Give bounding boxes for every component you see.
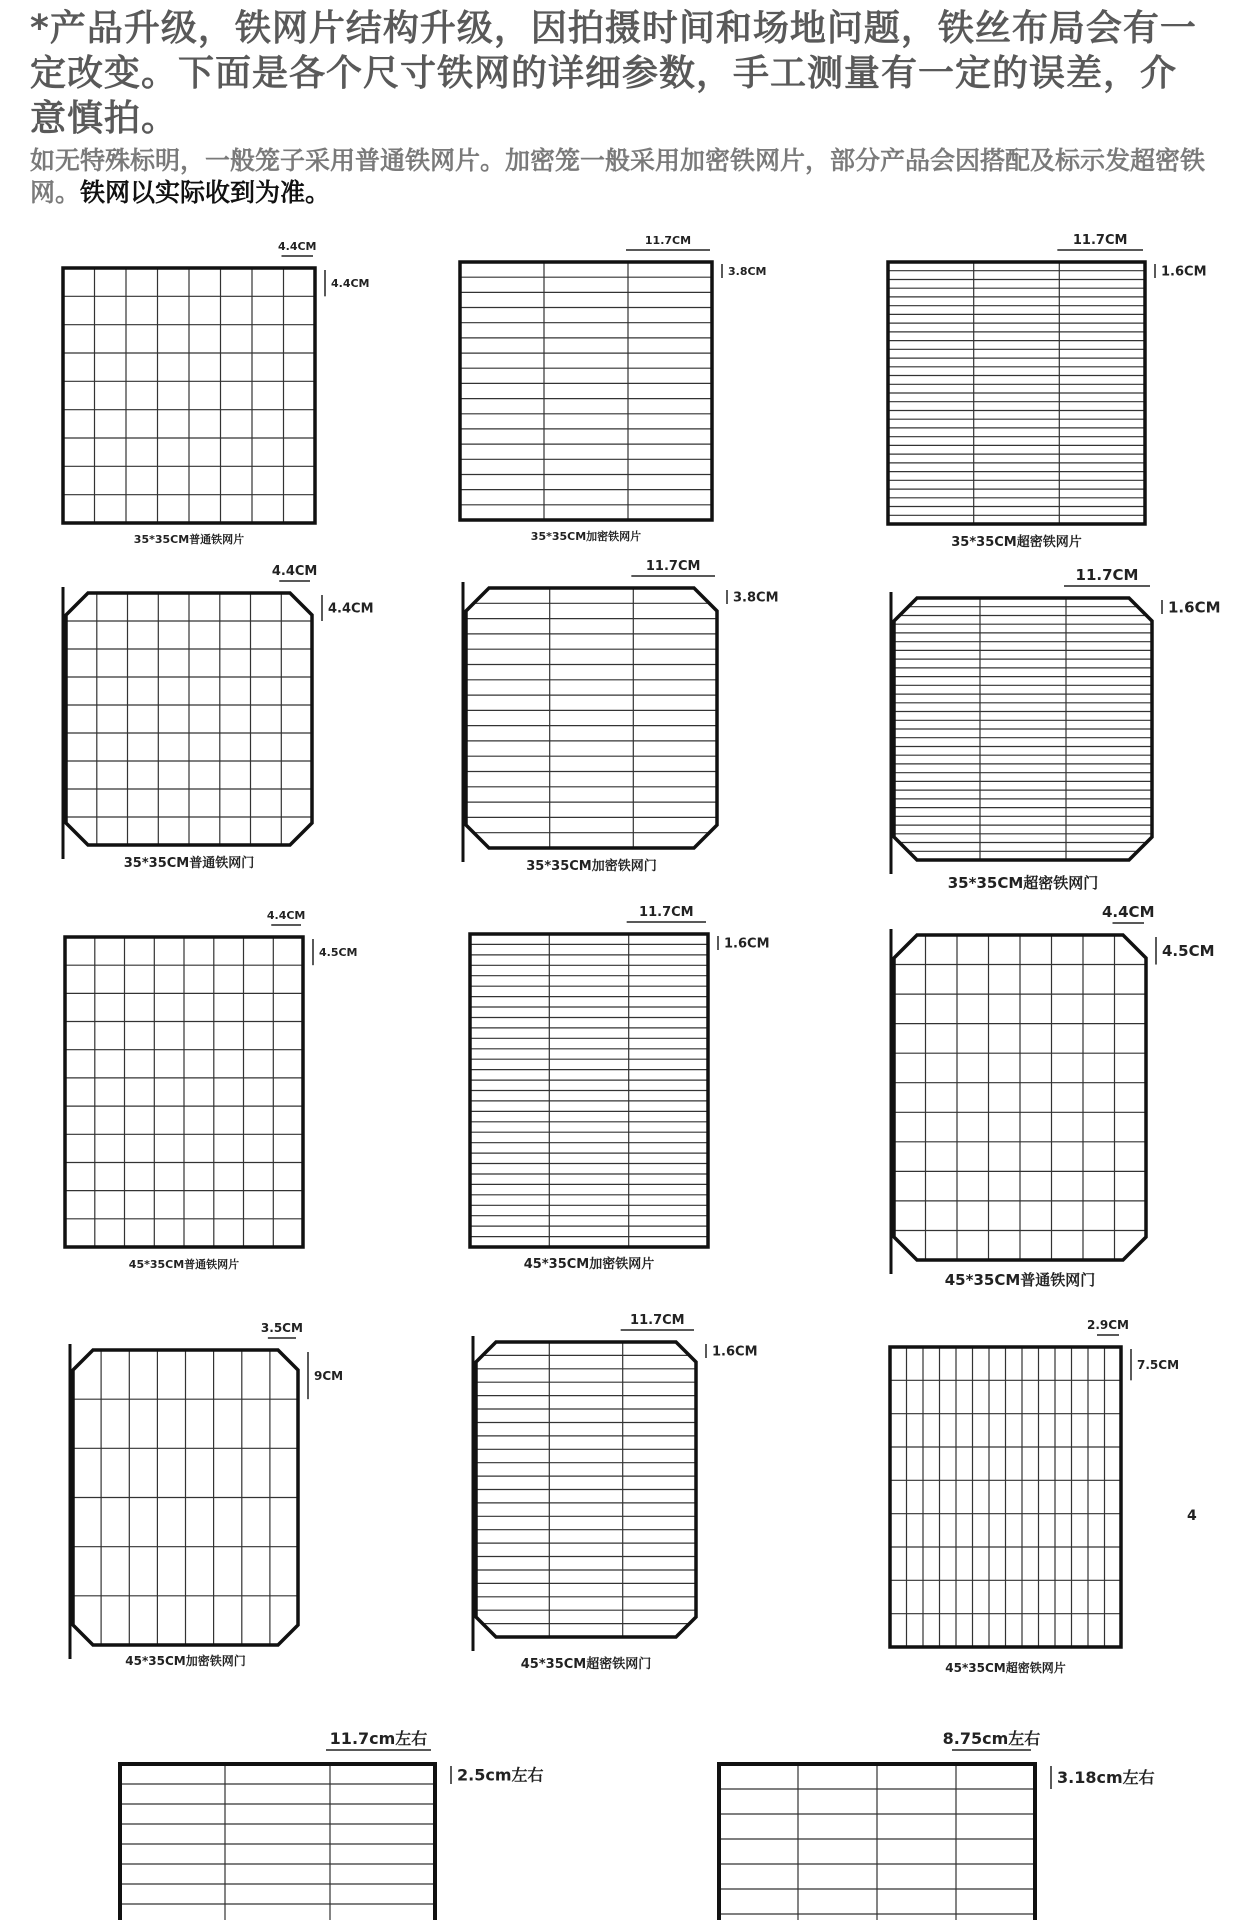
dimension-label-top: 4.4CM [271, 564, 318, 579]
dimension-label-top: 3.5CM [260, 1321, 303, 1335]
mesh-wires [476, 1342, 696, 1637]
panel-frame [460, 262, 712, 520]
mesh-panel [473, 1313, 758, 1672]
mesh-panel [65, 909, 358, 1271]
door-corner-mask [464, 586, 719, 850]
mesh-wires [894, 935, 1146, 1260]
panel-caption: 45*35CM超密铁网片 [945, 1661, 1066, 1675]
dimension-label-top: 8.75cm左右 [942, 1729, 1041, 1748]
mesh-panel [70, 1321, 343, 1668]
mesh-wires [460, 262, 712, 520]
mesh-panel [891, 903, 1215, 1289]
mesh-wires [63, 268, 315, 523]
mesh-wires [470, 934, 708, 1247]
dimension-label-side: 2.5cm左右 [457, 1765, 544, 1785]
dimension-label-top: 11.7CM [645, 559, 701, 574]
dimension-label-side: 9CM [314, 1368, 344, 1383]
panel-caption: 35*35CM加密铁网门 [526, 859, 657, 874]
dimension-label-side: 1.6CM [1168, 598, 1221, 617]
panel-caption: 35*35CM普通铁网片 [133, 533, 245, 546]
dimension-label-top: 4.4CM [277, 240, 317, 253]
mesh-panel [120, 1729, 544, 1920]
notice-subtext-gray: 如无特殊标明，一般笼子采用普通铁网片。加密笼一般采用加密铁网片，部分产品会因搭配及标示发超密铁网。 [30, 146, 1206, 207]
mesh-panel [470, 905, 770, 1272]
dimension-label-side: 1.6CM [712, 1344, 758, 1360]
dimension-label-top: 4.4CM [266, 909, 306, 922]
dimension-label-side: 1.6CM [724, 936, 770, 952]
dimension-label-top: 11.7CM [639, 905, 694, 920]
dimension-label-top: 2.9CM [1086, 1318, 1130, 1332]
notice-subtext-emphasis: 铁网以实际收到为准。 [80, 178, 331, 207]
mesh-wires [719, 1764, 1035, 1920]
panel-caption: 45*35CM加密铁网片 [523, 1257, 655, 1272]
panel-caption: 35*35CM超密铁网门 [947, 874, 1099, 892]
mesh-panel [460, 234, 767, 543]
dimension-label-side: 3.18cm左右 [1057, 1768, 1155, 1788]
dimension-label-top: 11.7CM [1075, 566, 1139, 584]
dimension-label-side: 4.4CM [331, 277, 370, 291]
dimension-label-side: 4.4CM [328, 601, 374, 617]
panel-frame [466, 588, 717, 848]
mesh-wires [66, 593, 312, 845]
dimension-label-side: 7.5CM [1137, 1357, 1180, 1372]
mesh-panel [63, 240, 370, 546]
mesh-panel [891, 566, 1221, 892]
dimension-label-side: 3.8CM [728, 264, 767, 278]
mesh-panel [719, 1729, 1155, 1920]
mesh-wires [466, 588, 717, 848]
dimension-label-top: 11.7CM [1072, 233, 1128, 248]
notice-heading-text: *产品升级，铁网片结构升级，因拍摄时间和场地问题，铁丝布局会有一定改变。下面是各个尺寸铁网的详细参数，手工测量有一定的误差，介意慎拍。 [30, 8, 1197, 139]
panel-caption: 35*35CM加密铁网片 [530, 530, 642, 543]
panel-caption: 45*35CM普通铁网片 [128, 1258, 240, 1271]
dimension-label-top: 4.4CM [1101, 903, 1155, 921]
panel-caption: 45*35CM普通铁网门 [944, 1271, 1096, 1289]
dimension-label-top: 11.7CM [644, 234, 692, 247]
mesh-wires [73, 1350, 298, 1645]
mesh-wires [65, 937, 303, 1247]
dimension-label-side: 1.6CM [1161, 264, 1207, 280]
mesh-wires [894, 598, 1152, 860]
dimension-label-top: 11.7cm左右 [329, 1729, 428, 1748]
mesh-wires [120, 1764, 435, 1920]
mesh-panel [890, 1318, 1179, 1675]
mesh-panel [63, 564, 374, 871]
panel-caption: 45*35CM加密铁网门 [125, 1654, 246, 1668]
panels-layer [63, 233, 1221, 1920]
mesh-panel [463, 559, 779, 874]
dimension-label-side: 4.5CM [1162, 942, 1215, 961]
mesh-wires [890, 1347, 1121, 1647]
dimension-label-top: 11.7CM [630, 1313, 685, 1328]
dimension-label-side: 4.5CM [319, 945, 358, 959]
mesh-panel [888, 233, 1207, 550]
panel-caption: 35*35CM超密铁网片 [951, 535, 1082, 550]
stray-mark: 4 [1187, 1508, 1197, 1524]
mesh-wires [888, 262, 1145, 524]
dimension-label-side: 3.8CM [733, 590, 779, 606]
panel-frame [120, 1764, 435, 1920]
panel-caption: 35*35CM普通铁网门 [123, 856, 255, 871]
panel-caption: 45*35CM超密铁网门 [520, 1657, 652, 1672]
